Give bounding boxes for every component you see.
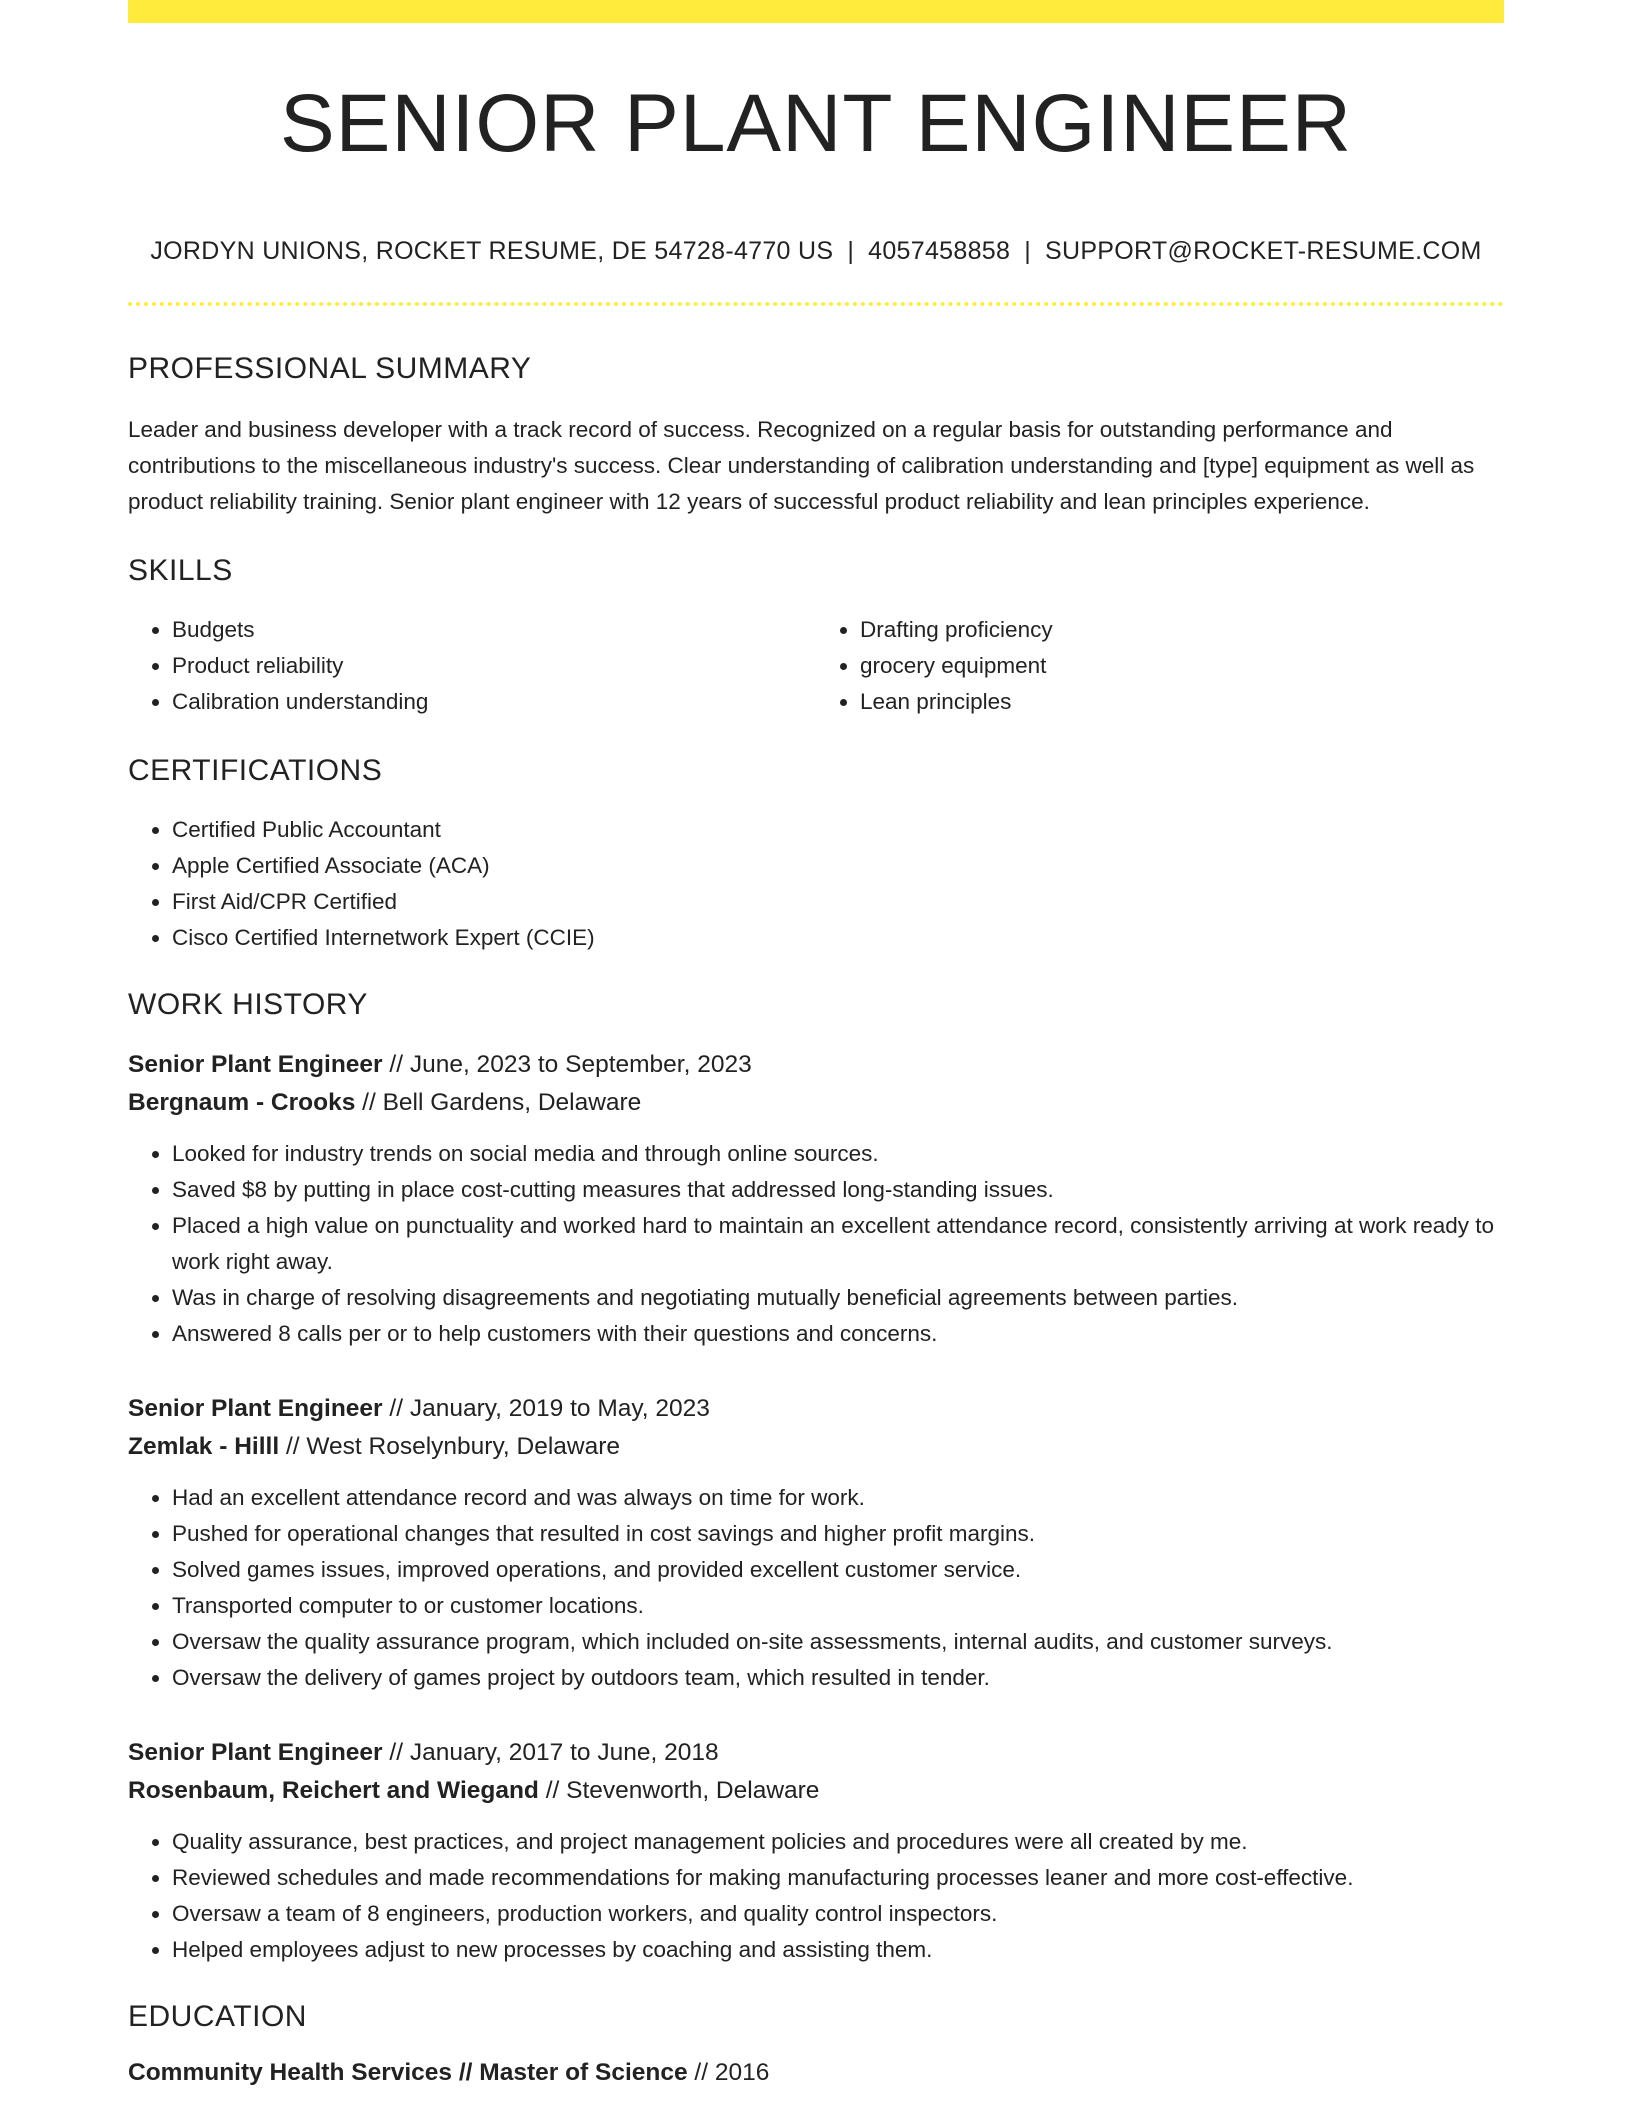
job-dates: // January, 2017 to June, 2018 [382,1739,719,1766]
education-school: Community Health Services [128,2059,453,2086]
job-company: Bergnaum - Crooks [128,1089,356,1116]
contact-line [128,237,1504,266]
certifications-heading: CERTIFICATIONS [128,754,383,787]
job-bullet: • Had an excellent attendance record and was always on time for work. [172,1480,1504,1516]
contact-separator: | [847,237,855,265]
job-bullets [128,1136,1504,1352]
job-title-line [128,1734,1504,1772]
job-location: // Stevenworth, Delaware [538,1777,820,1804]
job-bullets [128,1824,1504,1968]
education-year: // 2016 [687,2059,770,2086]
job-bullet: • Oversaw the quality assurance program, which included on-site assessments, internal audits, and customer surveys. [172,1624,1504,1660]
job-company-line [128,1428,1504,1466]
job-company-line [128,1084,1504,1122]
job-entry [128,1046,1504,1352]
skills-list [128,612,1504,720]
education-degree: // Master of Science [452,2059,688,2086]
education-heading: EDUCATION [128,2000,307,2033]
certification-item: • Apple Certified Associate (ACA) [172,848,1504,884]
resume-page [128,0,1504,2092]
contact-email[interactable]: SUPPORT@ROCKET-RESUME.COM [1044,237,1482,265]
skills-heading: SKILLS [128,554,233,587]
summary-text: Leader and business developer with a track record of success. Recognized on a regular basis for outstanding performance and contributions to the miscellaneous industry's success. Clear understanding of calibration understanding and [type] equipment as well as product reliability training. Senior plant engineer with 12 years of successful product reliability and lean principles experience. [128,417,1475,514]
job-location: // Bell Gardens, Delaware [355,1089,642,1116]
job-bullet: • Quality assurance, best practices, and project management policies and procedures were all created by me. [172,1824,1504,1860]
job-title: Senior Plant Engineer [128,1739,383,1766]
job-bullet: • Was in charge of resolving disagreements and negotiating mutually beneficial agreements between parties. [172,1280,1504,1316]
skills-column-left [128,612,816,720]
job-bullet: • Helped employees adjust to new processes by coaching and assisting them. [172,1932,1504,1968]
job-bullet: • Oversaw the delivery of games project by outdoors team, which resulted in tender. [172,1660,1504,1696]
contact-separator: | [1024,237,1031,265]
job-bullet: • Oversaw a team of 8 engineers, production workers, and quality control inspectors. [172,1896,1504,1932]
job-bullets [128,1480,1504,1696]
contact-phone[interactable]: 4057458858 [868,237,1011,265]
job-dates: // January, 2019 to May, 2023 [382,1395,710,1422]
job-bullet: • Saved $8 by putting in place cost-cutting measures that addressed long-standing issues. [172,1172,1504,1208]
job-company: Rosenbaum, Reichert and Wiegand [128,1777,539,1804]
job-entry [128,1734,1504,1968]
job-bullet: • Pushed for operational changes that resulted in cost savings and higher profit margins. [172,1516,1504,1552]
job-bullet: • Transported computer to or customer locations. [172,1588,1504,1624]
job-title-line [128,1046,1504,1084]
job-title: Senior Plant Engineer [128,1395,383,1422]
job-bullet: • Looked for industry trends on social media and through online sources. [172,1136,1504,1172]
skill-item: • Lean principles [860,684,1504,720]
certifications-list [128,812,1504,956]
job-location: // West Roselynbury, Delaware [279,1433,620,1460]
certification-item: • First Aid/CPR Certified [172,884,1504,920]
skill-item: • Budgets [172,612,816,648]
job-title-line [128,1390,1504,1428]
job-bullet: • Answered 8 calls per or to help customers with their questions and concerns. [172,1316,1504,1352]
job-company: Zemlak - Hilll [128,1433,280,1460]
education-entry [128,2054,1504,2092]
job-company-line [128,1772,1504,1810]
skill-item: • grocery equipment [860,648,1504,684]
job-bullet: • Placed a high value on punctuality and worked hard to maintain an excellent attendance record, consistently arriving at work ready to work right away. [172,1208,1504,1280]
skill-item: • Calibration understanding [172,684,816,720]
skill-item: • Product reliability [172,648,816,684]
certification-item: • Cisco Certified Internetwork Expert (CCIE) [172,920,1504,956]
certification-item: • Certified Public Accountant [172,812,1504,848]
job-title: Senior Plant Engineer [128,1051,383,1078]
job-dates: // June, 2023 to September, 2023 [382,1051,752,1078]
contact-address: JORDYN UNIONS, ROCKET RESUME, DE 54728-4770 US [150,237,834,265]
job-entry [128,1390,1504,1696]
resume-title: SENIOR PLANT ENGINEER [279,78,1353,169]
dotted-divider [128,302,1504,306]
work-history-heading: WORK HISTORY [128,988,368,1021]
summary-heading: PROFESSIONAL SUMMARY [128,352,532,385]
job-bullet: • Solved games issues, improved operations, and provided excellent customer service. [172,1552,1504,1588]
job-bullet: • Reviewed schedules and made recommendations for making manufacturing processes leaner and more cost-effective. [172,1860,1504,1896]
skill-item: • Drafting proficiency [860,612,1504,648]
top-accent-bar [128,0,1504,23]
skills-column-right [816,612,1504,720]
